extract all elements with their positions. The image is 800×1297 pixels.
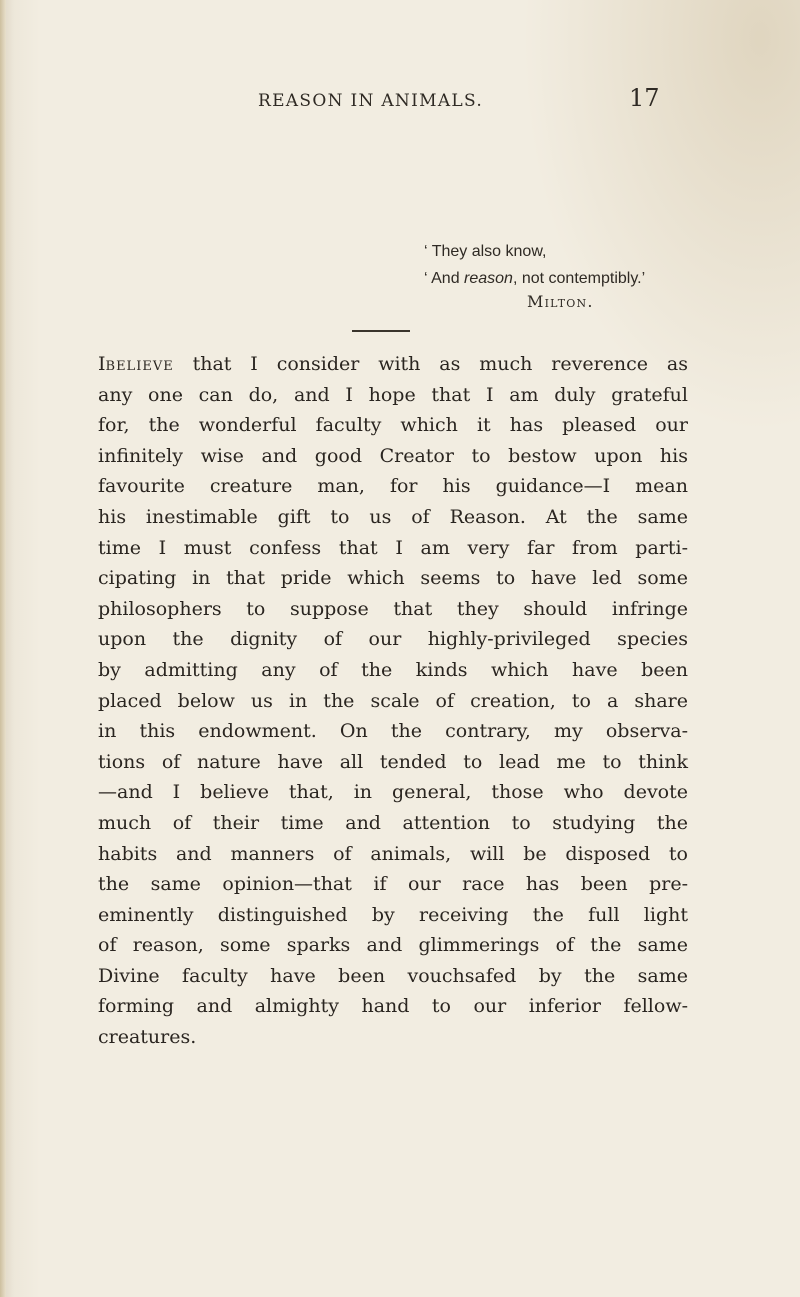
body-line: placed below us in the scale of creation, to a share <box>98 689 688 712</box>
body-line: any one can do, and I hope that I am duly grateful <box>98 383 688 406</box>
body-line: his inestimable gift to us of Reason. At the same <box>98 505 688 528</box>
first-word-smallcaps: believe <box>105 353 174 375</box>
page-gutter-edge <box>0 0 6 1297</box>
body-line: —and I believe that, in general, those who devote <box>98 781 688 804</box>
body-line-text: that I consider with as much reverence as <box>173 353 688 375</box>
body-line: much of their time and attention to studying the <box>98 811 688 834</box>
body-line: creatures. <box>98 1026 197 1049</box>
epigraph-italic-word: reason <box>464 270 513 287</box>
page-number: 17 <box>629 84 660 112</box>
body-line: habits and manners of animals, will be disposed to <box>98 842 688 865</box>
body-line: of reason, some sparks and glimmerings of the same <box>98 934 688 957</box>
body-line: for, the wonderful faculty which it has pleased our <box>98 414 688 437</box>
body-line: time I must confess that I am very far from parti- <box>98 536 688 559</box>
body-line: infinitely wise and good Creator to bestow upon his <box>98 444 688 467</box>
body-line: cipating in that pride which seems to have led some <box>98 567 688 590</box>
body-line <box>98 349 688 380</box>
running-head: REASON IN ANIMALS. <box>258 91 484 111</box>
epigraph-line-2 <box>424 270 645 288</box>
first-word-lead: I <box>98 353 106 375</box>
body-line: in this endowment. On the contrary, my observa- <box>98 720 688 743</box>
body-line: eminently distinguished by receiving the full light <box>98 903 688 926</box>
body-line: Divine faculty have been vouchsafed by the same <box>98 964 688 987</box>
epigraph-line-2-suffix: , not contemptibly.’ <box>512 270 646 287</box>
section-rule <box>352 330 410 332</box>
body-line: tions of nature have all tended to lead me to think <box>98 750 688 773</box>
body-line: forming and almighty hand to our inferior fellow- <box>98 995 688 1018</box>
body-line: upon the dignity of our highly-privileged species <box>98 628 688 651</box>
epigraph-attribution: Milton. <box>527 292 594 311</box>
body-line: philosophers to suppose that they should infringe <box>98 597 688 620</box>
body-line: the same opinion—that if our race has been pre- <box>98 873 688 896</box>
body-paragraph <box>98 349 688 1053</box>
body-line: favourite creature man, for his guidance—I mean <box>98 475 688 498</box>
epigraph-line-1: ‘ They also know, <box>424 243 547 260</box>
body-line: by admitting any of the kinds which have been <box>98 658 688 681</box>
epigraph-line-2-prefix: ‘ And <box>424 270 465 287</box>
